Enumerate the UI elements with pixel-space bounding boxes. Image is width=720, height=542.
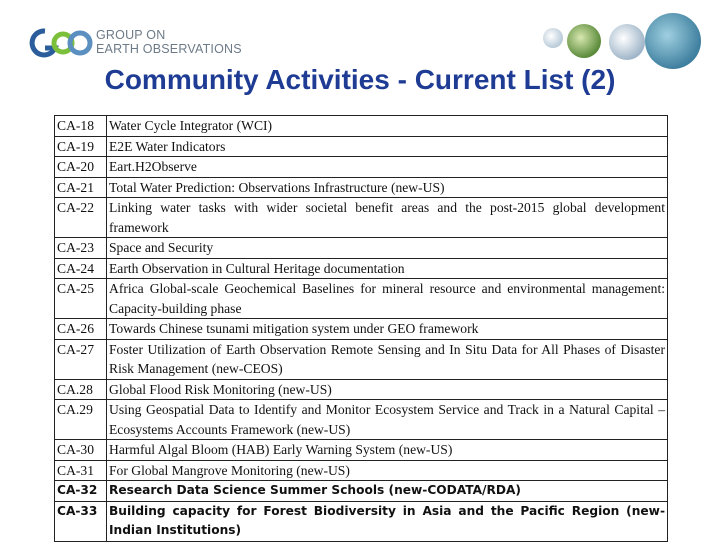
activity-code: CA-24 [55, 258, 107, 279]
activity-name: Earth Observation in Cultural Heritage documentation [107, 258, 668, 279]
activity-code: CA-18 [55, 116, 107, 137]
activity-row [55, 481, 668, 502]
activity-code: CA-33 [55, 501, 107, 541]
activity-name: Eart.H2Observe [107, 157, 668, 178]
activity-name: Towards Chinese tsunami mitigation system under GEO framework [107, 319, 668, 340]
logo-wordmark [96, 28, 242, 56]
activity-code: CA-30 [55, 440, 107, 461]
activity-row [55, 319, 668, 340]
activity-code: CA.28 [55, 379, 107, 400]
activity-row [55, 238, 668, 259]
activity-name: For Global Mangrove Monitoring (new-US) [107, 460, 668, 481]
activity-code: CA-32 [55, 481, 107, 502]
geo-logo-icon [28, 26, 94, 60]
activity-code: CA-19 [55, 136, 107, 157]
activity-row [55, 136, 668, 157]
activity-row [55, 440, 668, 461]
activity-code: CA-31 [55, 460, 107, 481]
activity-row [55, 198, 668, 238]
activity-code: CA-22 [55, 198, 107, 238]
activity-row [55, 279, 668, 319]
activity-row [55, 379, 668, 400]
activity-row [55, 157, 668, 178]
activity-row [55, 116, 668, 137]
activity-code: CA-27 [55, 339, 107, 379]
activity-name: Global Flood Risk Monitoring (new-US) [107, 379, 668, 400]
activity-row [55, 339, 668, 379]
activity-name: Water Cycle Integrator (WCI) [107, 116, 668, 137]
activity-name: E2E Water Indicators [107, 136, 668, 157]
page-title: Community Activities - Current List (2) [104, 64, 616, 95]
activity-name: Foster Utilization of Earth Observation Remote Sensing and In Situ Data for All Phases of Disaster Risk Management (new-CEOS) [107, 339, 668, 379]
activities-table [54, 115, 668, 542]
activity-code: CA-23 [55, 238, 107, 259]
activity-code: CA-26 [55, 319, 107, 340]
activity-name: Using Geospatial Data to Identify and Monitor Ecosystem Service and Track in a Natural Capital – Ecosystems Accounts Framework (new-US) [107, 400, 668, 440]
activity-code: CA.29 [55, 400, 107, 440]
activity-row [55, 177, 668, 198]
activity-name: Africa Global-scale Geochemical Baselines for mineral resource and environmental management: Capacity-building phase [107, 279, 668, 319]
activity-name: Total Water Prediction: Observations Infrastructure (new-US) [107, 177, 668, 198]
activity-code: CA-20 [55, 157, 107, 178]
activity-name: Space and Security [107, 238, 668, 259]
activity-row [55, 258, 668, 279]
activity-row [55, 460, 668, 481]
activity-name: Research Data Science Summer Schools (new-CODATA/RDA) [107, 481, 668, 502]
activity-code: CA-21 [55, 177, 107, 198]
activity-name: Harmful Algal Bloom (HAB) Early Warning System (new-US) [107, 440, 668, 461]
activity-code: CA-25 [55, 279, 107, 319]
activity-row [55, 400, 668, 440]
logo-line-1: GROUP ON [96, 28, 166, 42]
activity-name: Building capacity for Forest Biodiversity in Asia and the Pacific Region (new-Indian Institutions) [107, 501, 668, 541]
logo-line-2: EARTH OBSERVATIONS [96, 42, 242, 56]
activity-row [55, 501, 668, 541]
activity-name: Linking water tasks with wider societal benefit areas and the post-2015 global development framework [107, 198, 668, 238]
